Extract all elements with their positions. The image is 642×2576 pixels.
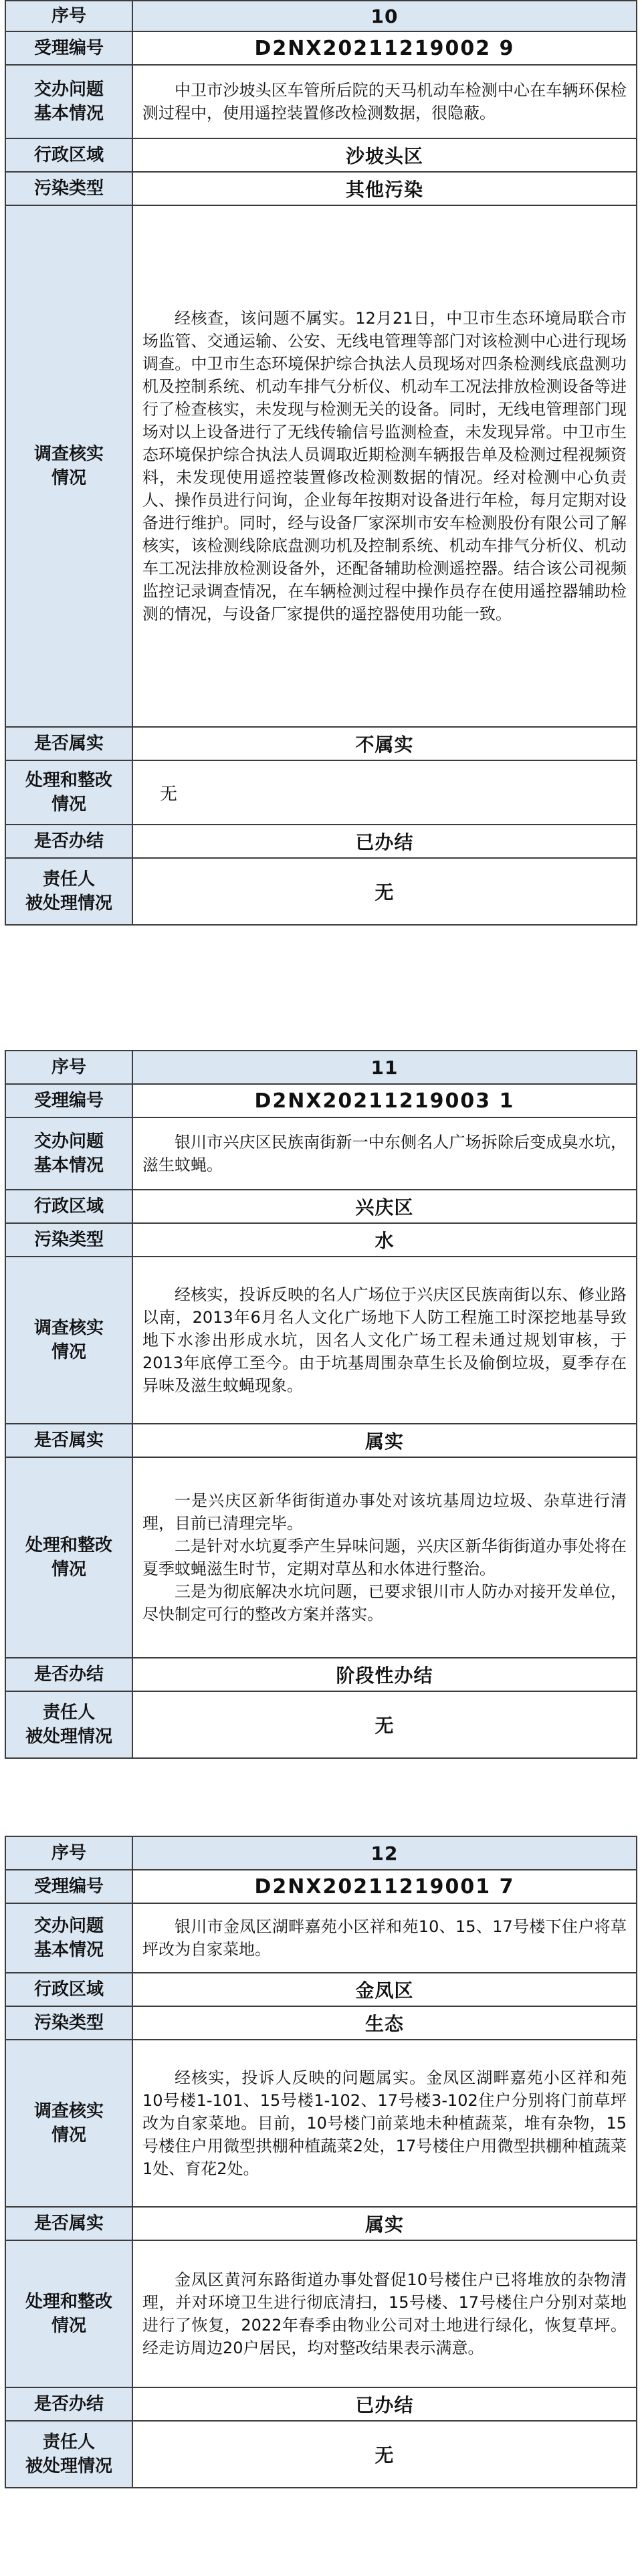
issue-text: 中卫市沙坡头区车管所后院的天马机动车检测中心在车辆环保检测过程中，使用遥控装置修改检测数据，很隐蔽。 — [142, 81, 627, 122]
code-label: 受理编号 — [5, 1870, 132, 1903]
handling-label: 处理和整改 情况 — [5, 2240, 132, 2387]
seq-value: 10 — [132, 1, 637, 31]
handling-item-2: 二是针对水坑夏季产生异味问题，兴庆区新华街街道办事处将在夏季蚊蝇滋生时节，定期对草丛和水体进行整治。 — [142, 1537, 627, 1578]
handling-item-1: 一是兴庆区新华街街道办事处对该坑基周边垃圾、杂草进行清理，目前已清理完毕。 — [142, 1491, 627, 1533]
code-label: 受理编号 — [5, 31, 132, 65]
issue-label: 交办问题 基本情况 — [5, 1117, 132, 1190]
investigation-label: 调查核实 情况 — [5, 2040, 132, 2207]
verified-value: 属实 — [132, 2207, 637, 2240]
closed-value: 阶段性办结 — [132, 1658, 637, 1691]
responsible-label: 责任人 被处理情况 — [5, 858, 132, 925]
responsible-value: 无 — [132, 858, 637, 925]
issue-text: 银川市金凤区湖畔嘉苑小区祥和苑10、15、17号楼下住户将草坪改为自家菜地。 — [142, 1917, 627, 1959]
responsible-label: 责任人 被处理情况 — [5, 2421, 132, 2488]
pollution-value: 生态 — [132, 2006, 637, 2040]
seq-value: 11 — [132, 1051, 637, 1084]
code-label: 受理编号 — [5, 1084, 132, 1117]
pollution-label: 污染类型 — [5, 1223, 132, 1257]
record-table-11 — [5, 1050, 637, 1759]
issue-text: 银川市兴庆区民族南街新一中东侧名人广场拆除后变成臭水坑，滋生蚊蝇。 — [142, 1133, 627, 1174]
seq-label: 序号 — [5, 1051, 132, 1084]
investigation-label: 调查核实 情况 — [5, 205, 132, 727]
issue-value — [132, 1117, 637, 1190]
pollution-label: 污染类型 — [5, 2006, 132, 2040]
issue-label: 交办问题 基本情况 — [5, 65, 132, 138]
investigation-value — [132, 205, 637, 727]
closed-label: 是否办结 — [5, 1658, 132, 1691]
verified-label: 是否属实 — [5, 2207, 132, 2240]
responsible-value: 无 — [132, 1691, 637, 1758]
verified-label: 是否属实 — [5, 727, 132, 760]
pollution-label: 污染类型 — [5, 172, 132, 205]
closed-value: 已办结 — [132, 825, 637, 858]
issue-value — [132, 1903, 637, 1973]
closed-label: 是否办结 — [5, 825, 132, 858]
investigation-text: 经核查，该问题不属实。12月21日，中卫市生态环境局联合市场监管、交通运输、公安、无线电管理等部门对该检测中心进行现场调查。中卫市生态环境保护综合执法人员现场对四条检测线底盘测功机及控制系统、机动车排气分析仪、机动车工况法排放检测设备等进行了检查核实，未发现与检测无关的设备。同时，无线电管理部门现场对以上设备进行了无线传输信号监测检查，未发现异常。中卫市生态环境保护综合执法人员调取近期检测车辆报告单及检测过程视频资料，未发现使用遥控装置修改检测数据的情况。经对检测中心负责人、操作员进行问询，企业每年按期对设备进行年检，每月定期对设备进行维护。同时，经与设备厂家深圳市安车检测股份有限公司了解核实，该检测线除底盘测功机及控制系统、机动车排气分析仪、机动车工况法排放检测设备外，还配备辅助检测遥控器。结合该公司视频监控记录调查情况，在车辆检测过程中操作员存在使用遥控器辅助检测的情况，与设备厂家提供的遥控器使用功能一致。 — [142, 309, 627, 623]
code-value: D2NX20211219002 9 — [132, 31, 637, 65]
responsible-label: 责任人 被处理情况 — [5, 1691, 132, 1758]
investigation-label: 调查核实 情况 — [5, 1257, 132, 1424]
code-value: D2NX20211219001 7 — [132, 1870, 637, 1903]
region-label: 行政区域 — [5, 1973, 132, 2006]
handling-label: 处理和整改 情况 — [5, 1457, 132, 1658]
handling-value: 无 — [132, 760, 637, 825]
region-label: 行政区域 — [5, 1190, 132, 1223]
region-value: 沙坡头区 — [132, 138, 637, 172]
seq-value: 12 — [132, 1836, 637, 1870]
handling-value — [132, 2240, 637, 2387]
handling-value — [132, 1457, 637, 1658]
closed-value: 已办结 — [132, 2387, 637, 2421]
record-table-12 — [5, 1836, 637, 2488]
record-table-10 — [5, 0, 637, 926]
pollution-value: 其他污染 — [132, 172, 637, 205]
issue-value — [132, 65, 637, 138]
investigation-value — [132, 1257, 637, 1424]
verified-value: 属实 — [132, 1424, 637, 1457]
verified-value: 不属实 — [132, 727, 637, 760]
handling-label: 处理和整改 情况 — [5, 760, 132, 825]
issue-label: 交办问题 基本情况 — [5, 1903, 132, 1973]
region-value: 兴庆区 — [132, 1190, 637, 1223]
verified-label: 是否属实 — [5, 1424, 132, 1457]
responsible-value: 无 — [132, 2421, 637, 2488]
code-value: D2NX20211219003 1 — [132, 1084, 637, 1117]
handling-item-3: 三是为彻底解决水坑问题，已要求银川市人防办对接开发单位，尽快制定可行的整改方案并落实。 — [142, 1582, 627, 1624]
region-value: 金凤区 — [132, 1973, 637, 2006]
pollution-value: 水 — [132, 1223, 637, 1257]
seq-label: 序号 — [5, 1836, 132, 1870]
region-label: 行政区域 — [5, 138, 132, 172]
investigation-text: 经核实，投诉反映的名人广场位于兴庆区民族南街以东、修业路以南，2013年6月名人文化广场地下人防工程施工时深挖地基导致地下水渗出形成水坑，因名人文化广场工程未通过规划审核，于2013年底停工至今。由于坑基周围杂草生长及偷倒垃圾，夏季存在异味及滋生蚊蝇现象。 — [142, 1285, 627, 1395]
seq-label: 序号 — [5, 1, 132, 31]
investigation-value — [132, 2040, 637, 2207]
closed-label: 是否办结 — [5, 2387, 132, 2421]
investigation-text: 经核实，投诉人反映的问题属实。金凤区湖畔嘉苑小区祥和苑10号楼1-101、15号楼1-102、17号楼3-102住户分别将门前草坪改为自家菜地。目前，10号楼门前菜地未种植蔬菜，堆有杂物，15号楼住户用微型拱棚种植蔬菜2处，17号楼住户用微型拱棚种植蔬菜1处、育花2处。 — [142, 2068, 627, 2178]
handling-item-1: 金凤区黄河东路街道办事处督促10号楼住户已将堆放的杂物清理，并对环境卫生进行彻底清扫，15号楼、17号楼住户分别对菜地进行了恢复，2022年春季由物业公司对土地进行绿化，恢复草坪。经走访周边20户居民，均对整改结果表示满意。 — [142, 2270, 627, 2357]
